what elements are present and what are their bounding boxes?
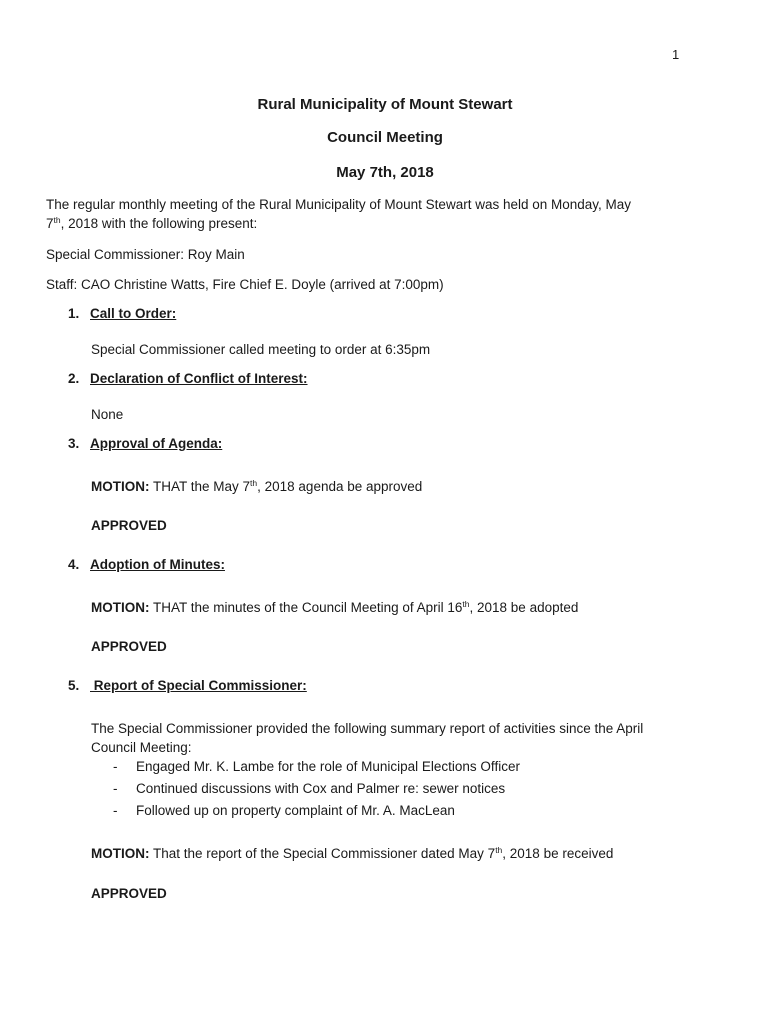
agenda-item-4-heading: 4. Adoption of Minutes:: [68, 557, 225, 572]
intro-paragraph: The regular monthly meeting of the Rural Municipality of Mount Stewart was held on Monday, May 7th, 2018 with the following present:: [46, 197, 632, 231]
staff-line: Staff: CAO Christine Watts, Fire Chief E. Doyle (arrived at 7:00pm): [46, 277, 444, 292]
agenda-item-5-heading: 5. Report of Special Commissioner:: [68, 678, 307, 693]
list-item: - Engaged Mr. K. Lambe for the role of Municipal Elections Officer: [113, 759, 520, 774]
agenda-item-5-summary: The Special Commissioner provided the following summary report of activities since the April Council Meeting:: [91, 721, 644, 755]
agenda-item-5-result: APPROVED: [91, 886, 167, 901]
agenda-item-3-heading: 3. Approval of Agenda:: [68, 436, 223, 451]
agenda-item-4-result: APPROVED: [91, 639, 167, 654]
agenda-item-1-heading: 1. Call to Order:: [68, 306, 177, 321]
agenda-item-2-text: None: [91, 407, 124, 422]
agenda-item-2-heading: 2. Declaration of Conflict of Interest:: [68, 371, 308, 386]
agenda-item-5-motion: MOTION: That the report of the Special Commissioner dated May 7th, 2018 be received: [91, 845, 614, 861]
document-subtitle: Council Meeting: [327, 129, 443, 146]
agenda-item-1-text: Special Commissioner called meeting to order at 6:35pm: [91, 342, 431, 357]
commissioner-line: Special Commissioner: Roy Main: [46, 247, 245, 262]
list-item: - Continued discussions with Cox and Palmer re: sewer notices: [113, 781, 506, 796]
meeting-date: May 7th, 2018: [336, 164, 434, 181]
agenda-item-4-motion: MOTION: THAT the minutes of the Council Meeting of April 16th, 2018 be adopted: [91, 599, 579, 615]
page-number: 1: [672, 47, 680, 62]
agenda-item-3-result: APPROVED: [91, 518, 167, 533]
document-title: Rural Municipality of Mount Stewart: [257, 96, 513, 113]
agenda-item-3-motion: MOTION: THAT the May 7th, 2018 agenda be approved: [91, 478, 423, 494]
list-item: - Followed up on property complaint of Mr. A. MacLean: [113, 803, 455, 818]
